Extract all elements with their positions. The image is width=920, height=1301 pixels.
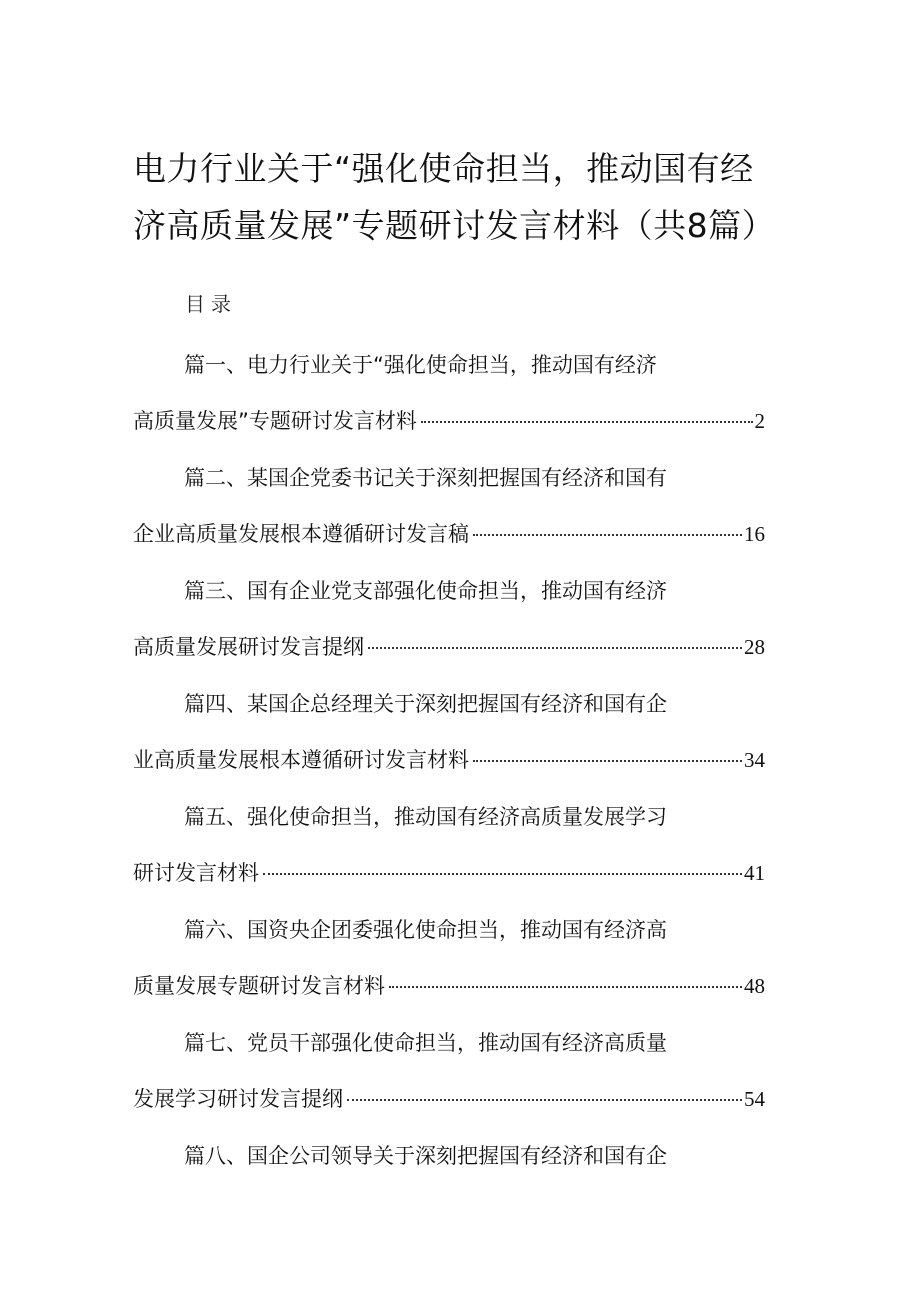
toc-leader-dots — [389, 986, 742, 988]
toc-page-number: 2 — [754, 409, 765, 433]
toc-entry-continuation — [133, 632, 765, 662]
toc-leader-dots — [473, 534, 742, 536]
toc-entry-title-cont: 企业高质量发展根本遵循研讨发言稿 — [133, 522, 469, 546]
document-title — [133, 140, 793, 254]
toc-page-number: 28 — [744, 635, 765, 659]
toc-entry-continuation — [133, 858, 765, 888]
toc-page-number: 41 — [744, 861, 765, 885]
toc-entry-title-cont: 高质量发展”专题研讨发言材料 — [133, 409, 417, 433]
toc-heading: 目录 — [185, 292, 237, 316]
toc-entry-title: 篇三、国有企业党支部强化使命担当，推动国有经济 — [184, 579, 667, 603]
title-line-2: 济高质量发展”专题研讨发言材料（共8篇） — [133, 206, 776, 245]
toc-entry-title: 篇四、某国企总经理关于深刻把握国有经济和国有企 — [184, 692, 667, 716]
toc-entry-continuation — [133, 1084, 765, 1114]
toc-leader-dots — [347, 1099, 742, 1101]
toc-entry-title-cont: 质量发展专题研讨发言材料 — [133, 974, 385, 998]
toc-entry-continuation — [133, 519, 765, 549]
toc-entry-title: 篇一、电力行业关于“强化使命担当，推动国有经济 — [184, 353, 657, 377]
toc-entry-continuation — [133, 971, 765, 1001]
toc-page-number: 16 — [744, 522, 765, 546]
toc-entry-title-cont: 业高质量发展根本遵循研讨发言材料 — [133, 748, 469, 772]
toc-page-number: 48 — [744, 974, 765, 998]
title-line-1: 电力行业关于“强化使命担当，推动国有经 — [133, 149, 754, 188]
toc-entry-title-cont: 高质量发展研讨发言提纲 — [133, 635, 364, 659]
toc-entry-title: 篇五、强化使命担当，推动国有经济高质量发展学习 — [184, 805, 667, 829]
toc-page-number: 54 — [744, 1087, 765, 1111]
toc-entry-title: 篇八、国企公司领导关于深刻把握国有经济和国有企 — [184, 1144, 667, 1168]
toc-entry-title: 篇二、某国企党委书记关于深刻把握国有经济和国有 — [184, 466, 667, 490]
toc-entry-title: 篇六、国资央企团委强化使命担当，推动国有经济高 — [184, 918, 667, 942]
toc-leader-dots — [421, 421, 753, 423]
toc-entry-continuation — [133, 745, 765, 775]
toc-page-number: 34 — [744, 748, 765, 772]
toc-leader-dots — [473, 760, 742, 762]
toc-entry-title: 篇七、党员干部强化使命担当，推动国有经济高质量 — [184, 1031, 667, 1055]
toc-entry-title-cont: 发展学习研讨发言提纲 — [133, 1087, 343, 1111]
toc-entry-title-cont: 研讨发言材料 — [133, 861, 259, 885]
toc-leader-dots — [263, 873, 742, 875]
toc-entry-continuation — [133, 406, 765, 436]
toc-leader-dots — [368, 647, 742, 649]
